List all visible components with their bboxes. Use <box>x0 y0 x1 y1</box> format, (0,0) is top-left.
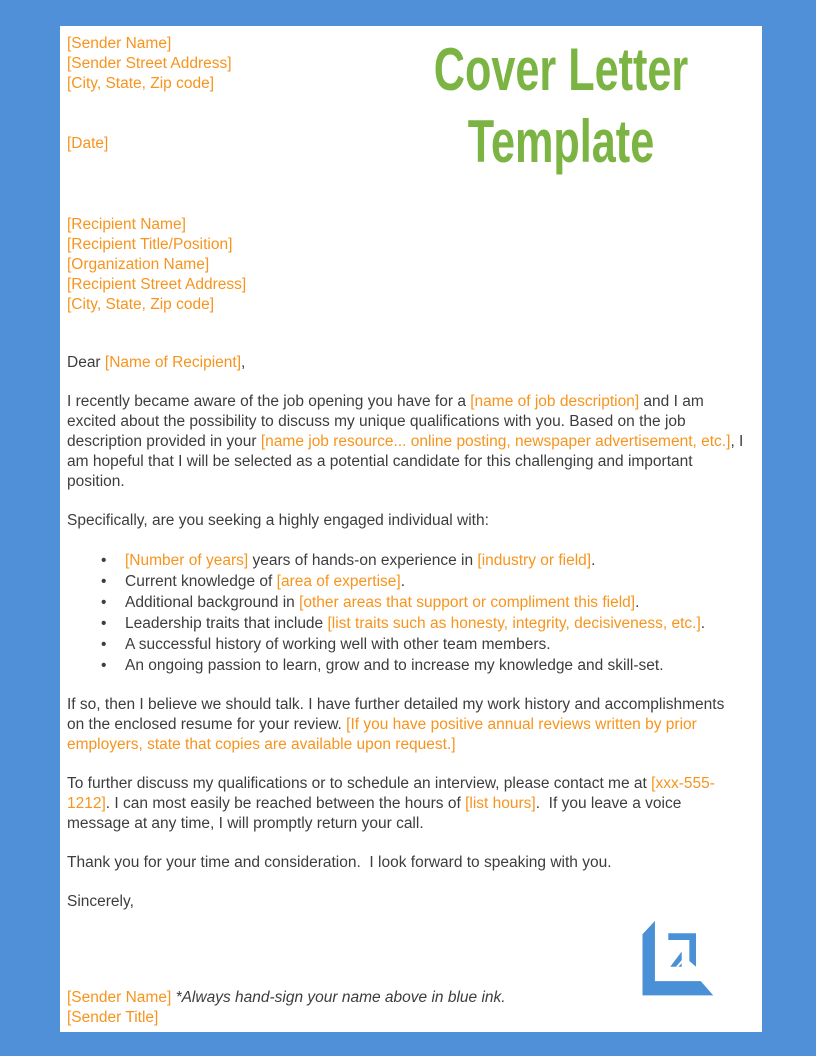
text-segment: A successful history of working well with other team members. <box>125 636 551 653</box>
text-segment: . <box>400 573 406 590</box>
placeholder-text: [list hours] <box>465 795 536 812</box>
text-segment: Additional background in <box>125 594 300 611</box>
page-title-line-1: Cover Letter <box>433 36 689 103</box>
placeholder-text: [area of expertise] <box>276 573 401 590</box>
recipient-address-block <box>67 215 745 315</box>
text-segment: *Always hand-sign your name above in blue ink. <box>175 989 506 1006</box>
text-segment: Thank you for your time and consideration. I look forward to speaking with you. <box>67 854 612 871</box>
text-segment: If so, then I believe we should talk. I have further detailed my work history and accomplishments on the enclosed resume for your review. <box>67 696 729 733</box>
date-placeholder: [Date] <box>67 135 109 152</box>
paragraph-lead-in <box>67 511 745 531</box>
text-segment: . I can most easily be reached between the hours of <box>105 795 466 812</box>
placeholder-text: [Number of years] <box>125 552 249 569</box>
recipient-name-placeholder: [Recipient Name] <box>67 216 186 233</box>
list-item <box>125 634 745 655</box>
placeholder-text: [name job resource... online posting, newspaper advertisement, etc.] <box>260 433 731 450</box>
text-segment: Specifically, are you seeking a highly engaged individual with: <box>67 512 489 529</box>
brand-logo-icon <box>632 916 718 1007</box>
placeholder-text: [xxx-555-1212] <box>67 775 715 812</box>
salutation <box>67 353 745 373</box>
letter-page <box>60 26 762 1032</box>
page-title <box>381 34 741 178</box>
list-item <box>125 550 745 571</box>
list-item <box>125 592 745 613</box>
qualifications-list <box>67 550 745 676</box>
text-segment: . <box>591 552 596 569</box>
placeholder-text: [Name of Recipient] <box>104 354 242 371</box>
text-segment: Current knowledge of <box>125 573 277 590</box>
paragraph-work-history <box>67 695 745 755</box>
sender-street-placeholder: [Sender Street Address] <box>67 55 232 72</box>
text-segment: I recently became aware of the job opening you have for a <box>67 393 471 410</box>
text-segment: years of hands-on experience in <box>248 552 478 569</box>
text-segment: . <box>700 615 706 632</box>
text-segment: , I am hopeful that I will be selected as a potential candidate for this challenging and important position. <box>67 433 748 490</box>
organization-name-placeholder: [Organization Name] <box>67 256 210 273</box>
paragraph-intro <box>67 392 748 492</box>
sender-name-placeholder: [Sender Name] <box>67 35 172 52</box>
placeholder-text: [Sender Title] <box>67 1009 159 1026</box>
list-item <box>125 571 745 592</box>
recipient-title-placeholder: [Recipient Title/Position] <box>67 236 233 253</box>
text-segment: . <box>635 594 640 611</box>
text-segment: Leadership traits that include <box>125 615 328 632</box>
placeholder-text: [Sender Name] <box>67 989 172 1006</box>
paragraph-thanks <box>67 853 745 873</box>
text-segment: . If you leave a voice message at any time, I will promptly return your call. <box>67 795 686 832</box>
placeholder-text: [list traits such as honesty, integrity, decisiveness, etc.] <box>327 615 701 632</box>
placeholder-text: [If you have positive annual reviews written by prior employers, state that copies are available upon request.] <box>67 716 702 753</box>
placeholder-text: [other areas that support or compliment this field] <box>299 594 636 611</box>
sender-address-block <box>67 34 381 154</box>
text-segment: and I am excited about the possibility to discuss my unique qualifications with you. Based on the job description provided in your <box>67 393 709 450</box>
page-title-line-2: Template <box>467 108 655 175</box>
signature-title-line <box>67 1008 745 1028</box>
text-segment: An ongoing passion to learn, grow and to increase my knowledge and skill-set. <box>125 657 664 674</box>
paragraph-contact <box>67 774 745 834</box>
recipient-street-placeholder: [Recipient Street Address] <box>67 276 247 293</box>
text-segment: , <box>241 354 246 371</box>
text-segment: Dear <box>67 354 105 371</box>
page-header <box>67 34 745 178</box>
list-item <box>125 655 745 676</box>
placeholder-text: [industry or field] <box>477 552 592 569</box>
recipient-city-placeholder: [City, State, Zip code] <box>67 296 215 313</box>
list-item <box>125 613 745 634</box>
text-segment: To further discuss my qualifications or to schedule an interview, please contact me at <box>67 775 652 792</box>
placeholder-text: [name of job description] <box>470 393 640 410</box>
closing: Sincerely, <box>67 893 134 910</box>
sender-city-placeholder: [City, State, Zip code] <box>67 75 215 92</box>
